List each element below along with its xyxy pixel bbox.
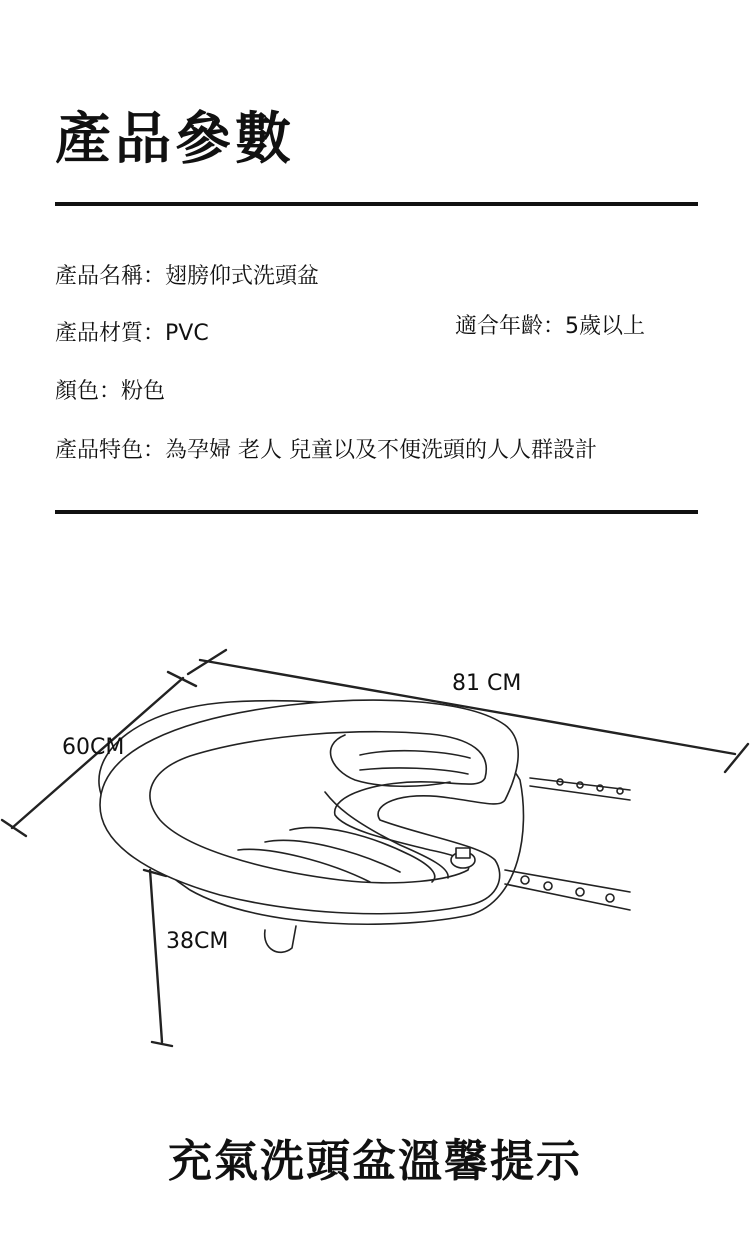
spec-colon: ：: [143, 321, 166, 346]
spec-age: [455, 316, 645, 338]
spec-value: 翅膀仰式洗頭盆: [165, 264, 320, 289]
basin-dimension-diagram: [0, 630, 750, 1070]
height-label: 38CM: [166, 929, 229, 954]
spec-product-name: [55, 266, 319, 288]
width-tick-bottom: [2, 820, 26, 836]
spec-colon: ：: [99, 379, 122, 404]
height-dimension-line: [150, 870, 162, 1042]
bottom-divider: [55, 510, 698, 514]
bottom-title: 充氣洗頭盆溫馨提示: [168, 1136, 582, 1187]
spec-label: 產品特色: [55, 438, 144, 463]
spec-value: 為孕婦 老人 兒童以及不便洗頭的人人群設計: [165, 438, 598, 463]
spec-colon: ：: [143, 438, 166, 463]
spec-value: 粉色: [121, 379, 166, 404]
spec-feature: [55, 440, 597, 462]
length-tick-right: [725, 744, 748, 772]
spec-label: 產品材質: [55, 321, 144, 346]
page-title: 產品參數: [55, 107, 295, 172]
length-tick-left: [188, 650, 226, 674]
width-tick-top: [168, 672, 196, 686]
spec-colon: ：: [543, 314, 566, 339]
width-label: 60CM: [62, 735, 125, 760]
top-divider: [55, 202, 698, 206]
spec-colon: ：: [143, 264, 166, 289]
spec-label: 產品名稱: [55, 264, 144, 289]
spec-label: 適合年齡: [455, 314, 544, 339]
spec-material: [55, 323, 209, 345]
valve-cap: [456, 848, 470, 858]
length-label: 81 CM: [452, 671, 522, 696]
spec-label: 顏色: [55, 379, 100, 404]
spec-color: [55, 381, 165, 403]
spec-value: PVC: [165, 321, 209, 346]
spec-value: 5歲以上: [565, 314, 646, 339]
basin-drain: [265, 926, 296, 952]
